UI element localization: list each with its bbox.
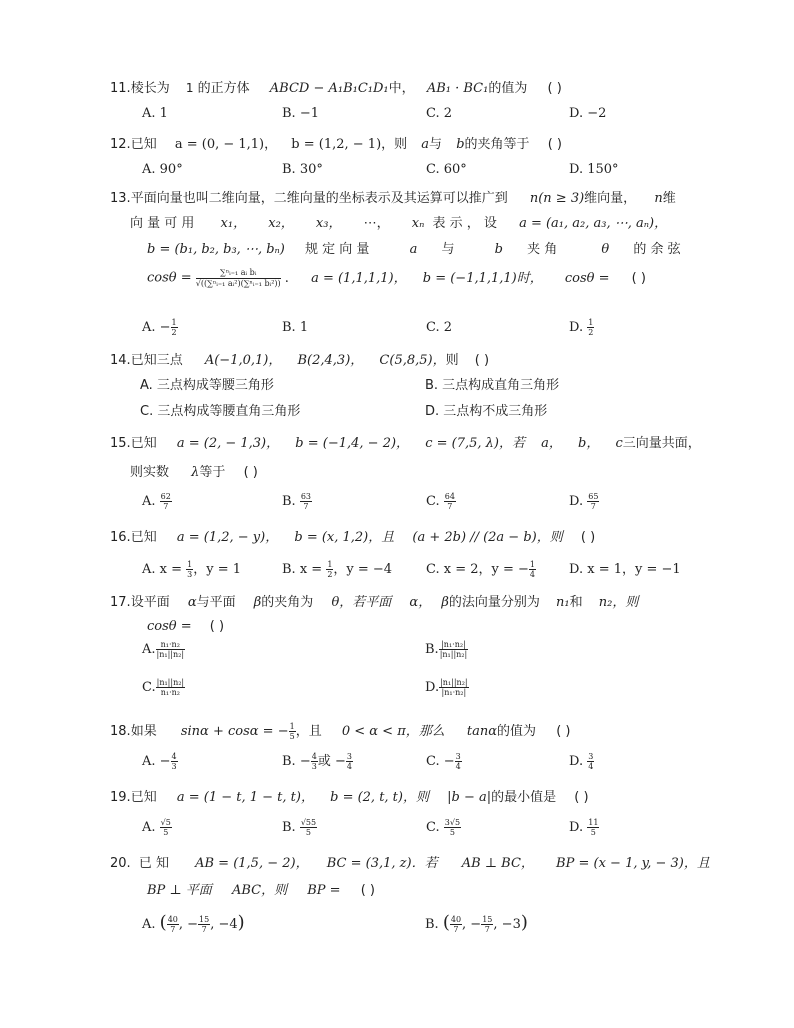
answer-blank[interactable]: ( ) <box>474 353 490 368</box>
question-11: 11.棱长为 1 的正方体 ABCD − A₁B₁C₁D₁中， AB₁ · BC₁的值为 ( ) <box>110 81 562 96</box>
option-d[interactable]: D. −2 <box>569 106 607 121</box>
question-19: 19.已知 a = (1 − t, 1 − t, t)， b = (2, t, t)，则 |b − a|的最小值是 ( ) <box>110 790 589 805</box>
option-c[interactable]: C. x = 2，y = − $\frac{1}{4}$ <box>426 560 535 579</box>
option-b[interactable]: B. $\frac{√55}{5}$ <box>282 818 317 837</box>
question-number: 15. <box>110 436 131 451</box>
option-a[interactable]: A. x = $\frac{1}{3}$ ，y = 1 <box>142 560 242 579</box>
option-b[interactable]: B. −1 <box>282 106 319 121</box>
question-number: 11. <box>110 81 131 96</box>
option-d[interactable]: D. 150° <box>569 162 619 177</box>
question-number: 20. <box>110 856 131 871</box>
option-a[interactable]: A. ( $\frac{40}{7}$ , − $\frac{15}{7}$ , −4) <box>142 912 245 934</box>
question-16: 16.已知 a = (1,2, − y)， b = (x, 1,2)，且 (a + 2b) // (2a − b)，则 ( ) <box>110 530 596 545</box>
question-number: 12. <box>110 137 131 152</box>
answer-blank[interactable]: ( ) <box>631 271 646 286</box>
option-d[interactable]: D. $\frac{11}{5}$ <box>569 818 599 837</box>
option-b[interactable]: B. 1 <box>282 320 309 335</box>
question-number: 19. <box>110 790 131 805</box>
option-a[interactable]: A. $\frac{√5}{5}$ <box>142 818 171 837</box>
answer-blank[interactable]: ( ) <box>574 790 589 805</box>
option-a[interactable]: A. 1 <box>142 106 168 121</box>
question-12: 12.已知 a = (0, − 1,1)， b = (1,2, − 1)，则 a与 b的夹角等于 ( ) <box>110 137 562 152</box>
option-c[interactable]: C. $\frac{64}{7}$ <box>426 492 455 511</box>
option-d[interactable]: D. $\frac{65}{7}$ <box>569 492 599 511</box>
option-a[interactable]: A. $\frac{62}{7}$ <box>142 492 171 511</box>
option-c[interactable]: C. 2 <box>426 320 453 335</box>
question-number: 18. <box>110 724 131 739</box>
question-17: 17.设平面 α与平面 β的夹角为 θ，若平面 α， β的法向量分别为 n₁和 n₂，则 <box>110 595 639 610</box>
option-b[interactable]: B. ( $\frac{40}{7}$ , − $\frac{15}{7}$ , −3) <box>425 912 528 934</box>
option-c[interactable]: C. 60° <box>426 162 467 177</box>
question-13-line2: 向 量 可 用 x₁， x₂， x₃， ⋯， xₙ 表 示 ， 设 a = (a₁, a₂, a₃, ⋯, aₙ)， <box>130 216 668 231</box>
option-b[interactable]: B. x = $\frac{1}{2}$ ，y = −4 <box>282 560 393 579</box>
answer-blank[interactable]: ( ) <box>243 465 258 480</box>
option-a[interactable]: A. − $\frac{1}{2}$ <box>142 318 177 337</box>
question-13-line4: cosθ = $\frac{\text{∑ⁿᵢ₌₁ aᵢ bᵢ}}{\text{√((∑ⁿᵢ₌₁ aᵢ²)(∑ⁿᵢ₌₁ bᵢ²))}}$ . a = (1,1,1,1)， b = (−1,1,1,1)时， cosθ = ( ) <box>147 268 646 288</box>
question-14: 14.已知三点 A(−1,0,1)， B(2,4,3)， C(5,8,5)，则 ( ) <box>110 353 490 368</box>
question-13: 13.平面向量也叫二维向量，二维向量的坐标表示及其运算可以推广到 n(n ≥ 3)维向量， n维 <box>110 191 676 206</box>
option-d[interactable]: D. x = 1，y = −1 <box>569 562 681 577</box>
option-d[interactable]: D. $\frac{3}{4}$ <box>569 752 594 771</box>
option-d[interactable]: D. 三点构不成三角形 <box>425 404 548 419</box>
question-20: 20. 已 知 AB = (1,5, − 2)， BC = (3,1, z)．若 AB ⊥ BC， BP = (x − 1, y, − 3)，且 <box>110 856 710 871</box>
question-number: 14. <box>110 353 131 368</box>
question-15: 15.已知 a = (2, − 1,3)， b = (−1,4, − 2)， c = (7,5, λ)，若 a， b， c三向量共面， <box>110 436 701 451</box>
question-number: 16. <box>110 530 131 545</box>
option-b[interactable]: B. 三点构成直角三角形 <box>425 378 560 393</box>
cosine-formula: $\frac{\text{∑ⁿᵢ₌₁ aᵢ bᵢ}}{\text{√((∑ⁿᵢ₌₁ aᵢ²)(∑ⁿᵢ₌₁ bᵢ²))}}$ <box>195 268 281 288</box>
option-c[interactable]: C. − $\frac{3}{4}$ <box>426 752 461 771</box>
answer-blank[interactable]: ( ) <box>360 883 375 898</box>
option-b[interactable]: B. 30° <box>282 162 323 177</box>
answer-blank[interactable]: ( ) <box>580 530 596 545</box>
answer-blank[interactable]: ( ) <box>547 137 562 152</box>
answer-blank[interactable]: ( ) <box>547 81 562 96</box>
question-number: 17. <box>110 595 131 610</box>
question-17-line2: cosθ = ( ) <box>147 619 225 634</box>
question-number: 13. <box>110 191 131 206</box>
question-13-line3: b = (b₁, b₂, b₃, ⋯, bₙ) 规 定 向 量 a 与 b 夹 角 θ 的 余 弦 <box>147 242 681 257</box>
option-b[interactable]: B. $\frac{63}{7}$ <box>282 492 312 511</box>
option-a[interactable]: A. 三点构成等腰三角形 <box>140 378 274 393</box>
option-c[interactable]: C. $\frac{3√5}{5}$ <box>426 818 461 837</box>
answer-blank[interactable]: ( ) <box>209 619 225 634</box>
option-c[interactable]: C. $\frac{\text{|n₁||n₂|}}{\text{n₁·n₂}}$ <box>142 678 185 697</box>
option-b[interactable]: B. − $\frac{4}{3}$ 或 − $\frac{3}{4}$ <box>282 752 352 771</box>
option-c[interactable]: C. 三点构成等腰直角三角形 <box>140 404 301 419</box>
option-a[interactable]: A. 90° <box>142 162 183 177</box>
option-c[interactable]: C. 2 <box>426 106 453 121</box>
question-15-line2: 则实数 λ等于 ( ) <box>130 465 258 480</box>
option-d[interactable]: D. $\frac{1}{2}$ <box>569 318 594 337</box>
answer-blank[interactable]: ( ) <box>556 724 571 739</box>
option-b[interactable]: B. $\frac{\text{|n₁·n₂|}}{\text{|n₁||n₂|}}$ <box>425 640 468 659</box>
question-18: 18.如果 sinα + cosα = − $\frac{1}{5}$ ，且 0 < α < π，那么 tanα的值为 ( ) <box>110 722 571 741</box>
question-20-line2: BP ⊥ 平面 ABC，则 BP = ( ) <box>147 883 375 898</box>
option-a[interactable]: A. $\frac{\text{n₁·n₂}}{\text{|n₁||n₂|}}$ <box>142 640 185 659</box>
option-d[interactable]: D. $\frac{\text{|n₁||n₂|}}{\text{|n₁·n₂|}}$ <box>425 678 468 697</box>
option-a[interactable]: A. − $\frac{4}{3}$ <box>142 752 177 771</box>
